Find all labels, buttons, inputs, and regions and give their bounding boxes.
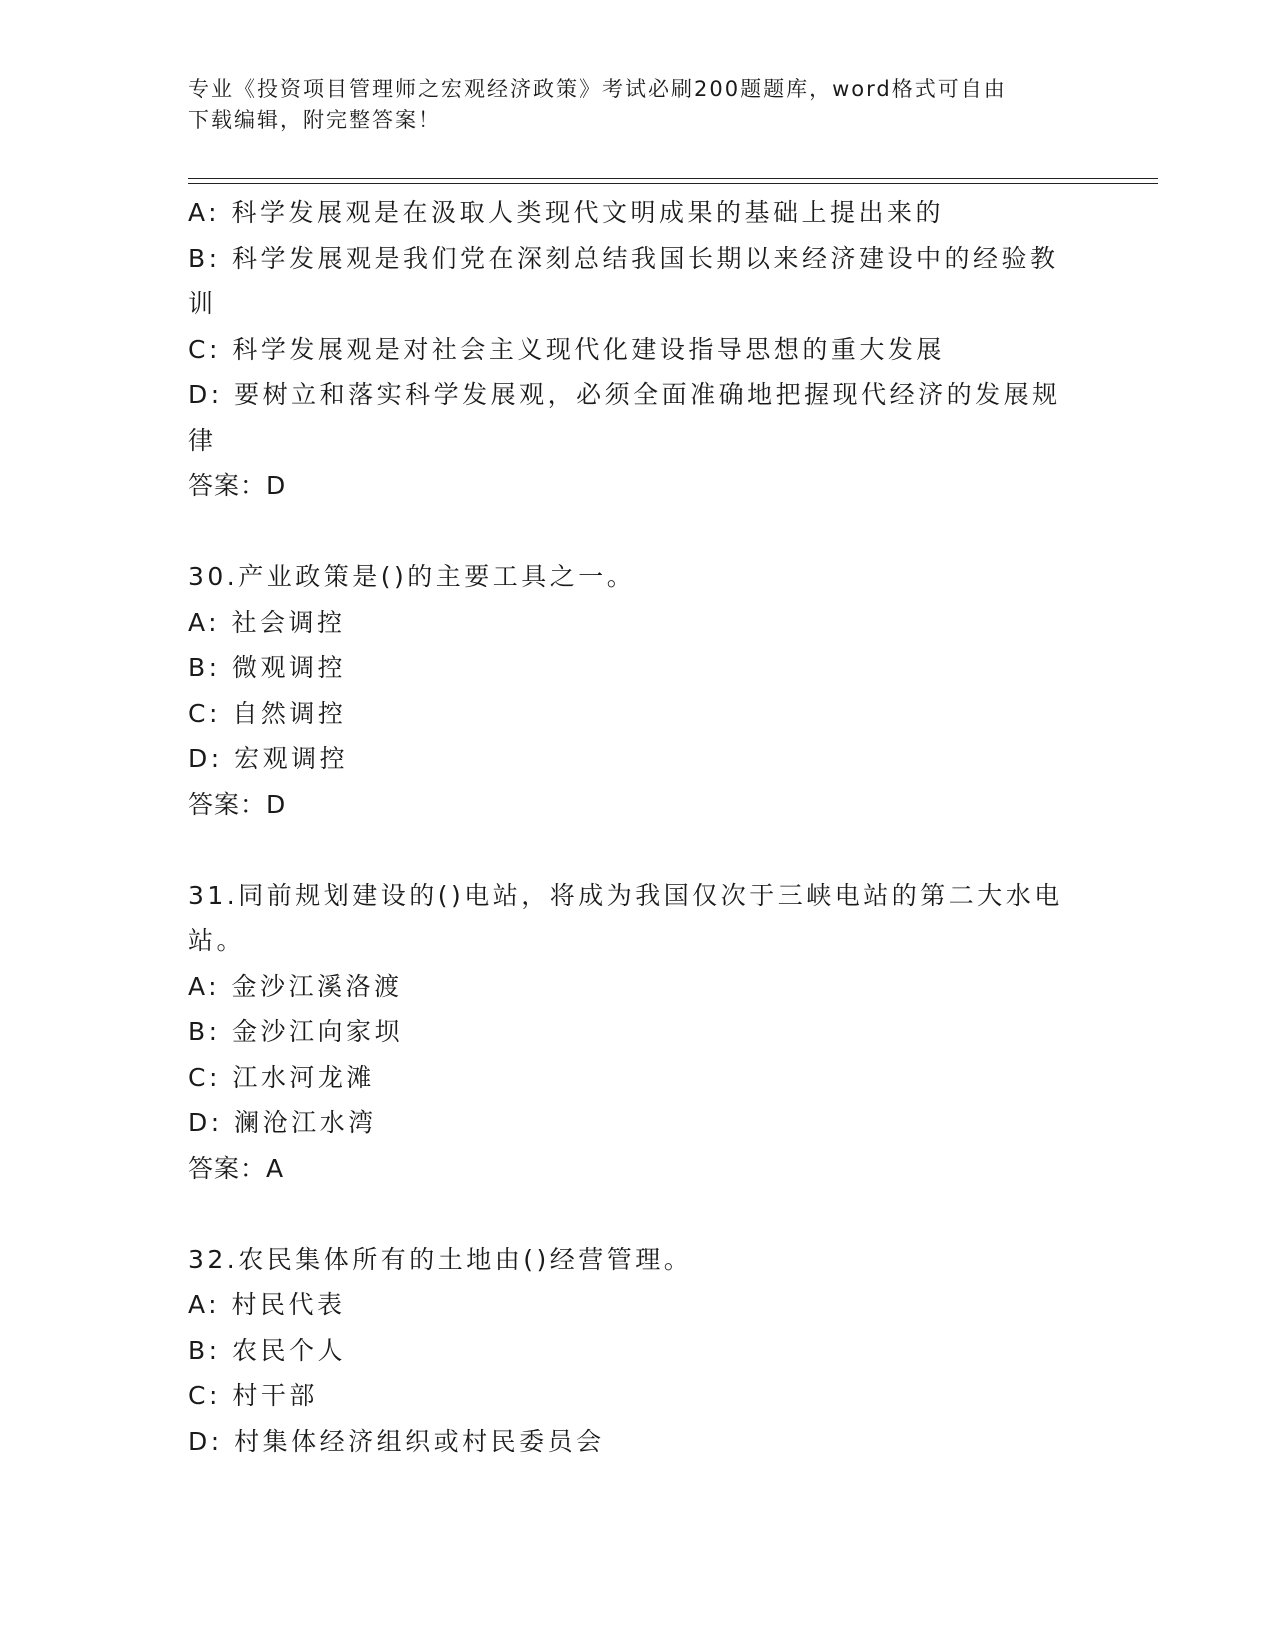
question-stem: 30.产业政策是()的主要工具之一。 (188, 562, 636, 591)
option-c: C: 科学发展观是对社会主义现代化建设指导思想的重大发展 (188, 334, 945, 364)
option-a: A: 金沙江溪洛渡 (188, 971, 403, 1001)
question-stem: 31.同前规划建设的()电站，将成为我国仅次于三峡电站的第二大水电 (188, 880, 1063, 910)
option-d: D: 要树立和落实科学发展观，必须全面准确地把握现代经济的发展规 (188, 380, 1061, 409)
question-block (188, 554, 1088, 827)
option-c: C: 自然调控 (188, 698, 347, 728)
option-c: C: 江水河龙滩 (188, 1062, 375, 1092)
header-line-1: 专业《投资项目管理师之宏观经济政策》考试必刷200题题库，word格式可自由 (188, 77, 1007, 101)
question-stem-wrap: 站。 (188, 926, 246, 955)
option-d-wrap: 律 (188, 425, 217, 455)
option-b: B: 金沙江向家坝 (188, 1017, 404, 1046)
answer-label: 答案： (188, 1153, 267, 1183)
answer-value: D (266, 471, 286, 500)
answer-label: 答案： (188, 471, 267, 500)
option-a: A: 社会调控 (188, 607, 346, 637)
option-b: B: 农民个人 (188, 1335, 347, 1365)
option-d: D: 澜沧江水湾 (188, 1108, 377, 1137)
question-stem: 32.农民集体所有的土地由()经营管理。 (188, 1244, 693, 1274)
answer-value: D (266, 789, 286, 819)
option-b-wrap: 训 (188, 289, 217, 318)
option-b: B: 微观调控 (188, 653, 347, 682)
answer-line (188, 1146, 1088, 1192)
question-block (188, 1237, 1088, 1465)
option-c: C: 村干部 (188, 1381, 318, 1410)
header-divider-bottom (188, 183, 1158, 184)
header-divider-top (188, 178, 1158, 179)
answer-value: A (266, 1153, 284, 1183)
option-a: A: 科学发展观是在汲取人类现代文明成果的基础上提出来的 (188, 198, 945, 227)
question-block (188, 873, 1088, 1192)
option-b: B: 科学发展观是我们党在深刻总结我国长期以来经济建设中的经验教 (188, 243, 1059, 273)
spacer (188, 509, 1088, 555)
option-d: D: 村集体经济组织或村民委员会 (188, 1426, 605, 1456)
document-header (188, 74, 1068, 136)
spacer (188, 1191, 1088, 1237)
spacer (188, 827, 1088, 873)
option-d: D: 宏观调控 (188, 744, 349, 773)
header-line-2: 下载编辑，附完整答案！ (188, 108, 441, 132)
question-list (188, 190, 1088, 1464)
answer-line (188, 463, 1088, 509)
answer-line (188, 782, 1088, 828)
answer-label: 答案： (188, 789, 267, 819)
option-a: A: 村民代表 (188, 1290, 346, 1319)
question-block-continued (188, 190, 1088, 509)
